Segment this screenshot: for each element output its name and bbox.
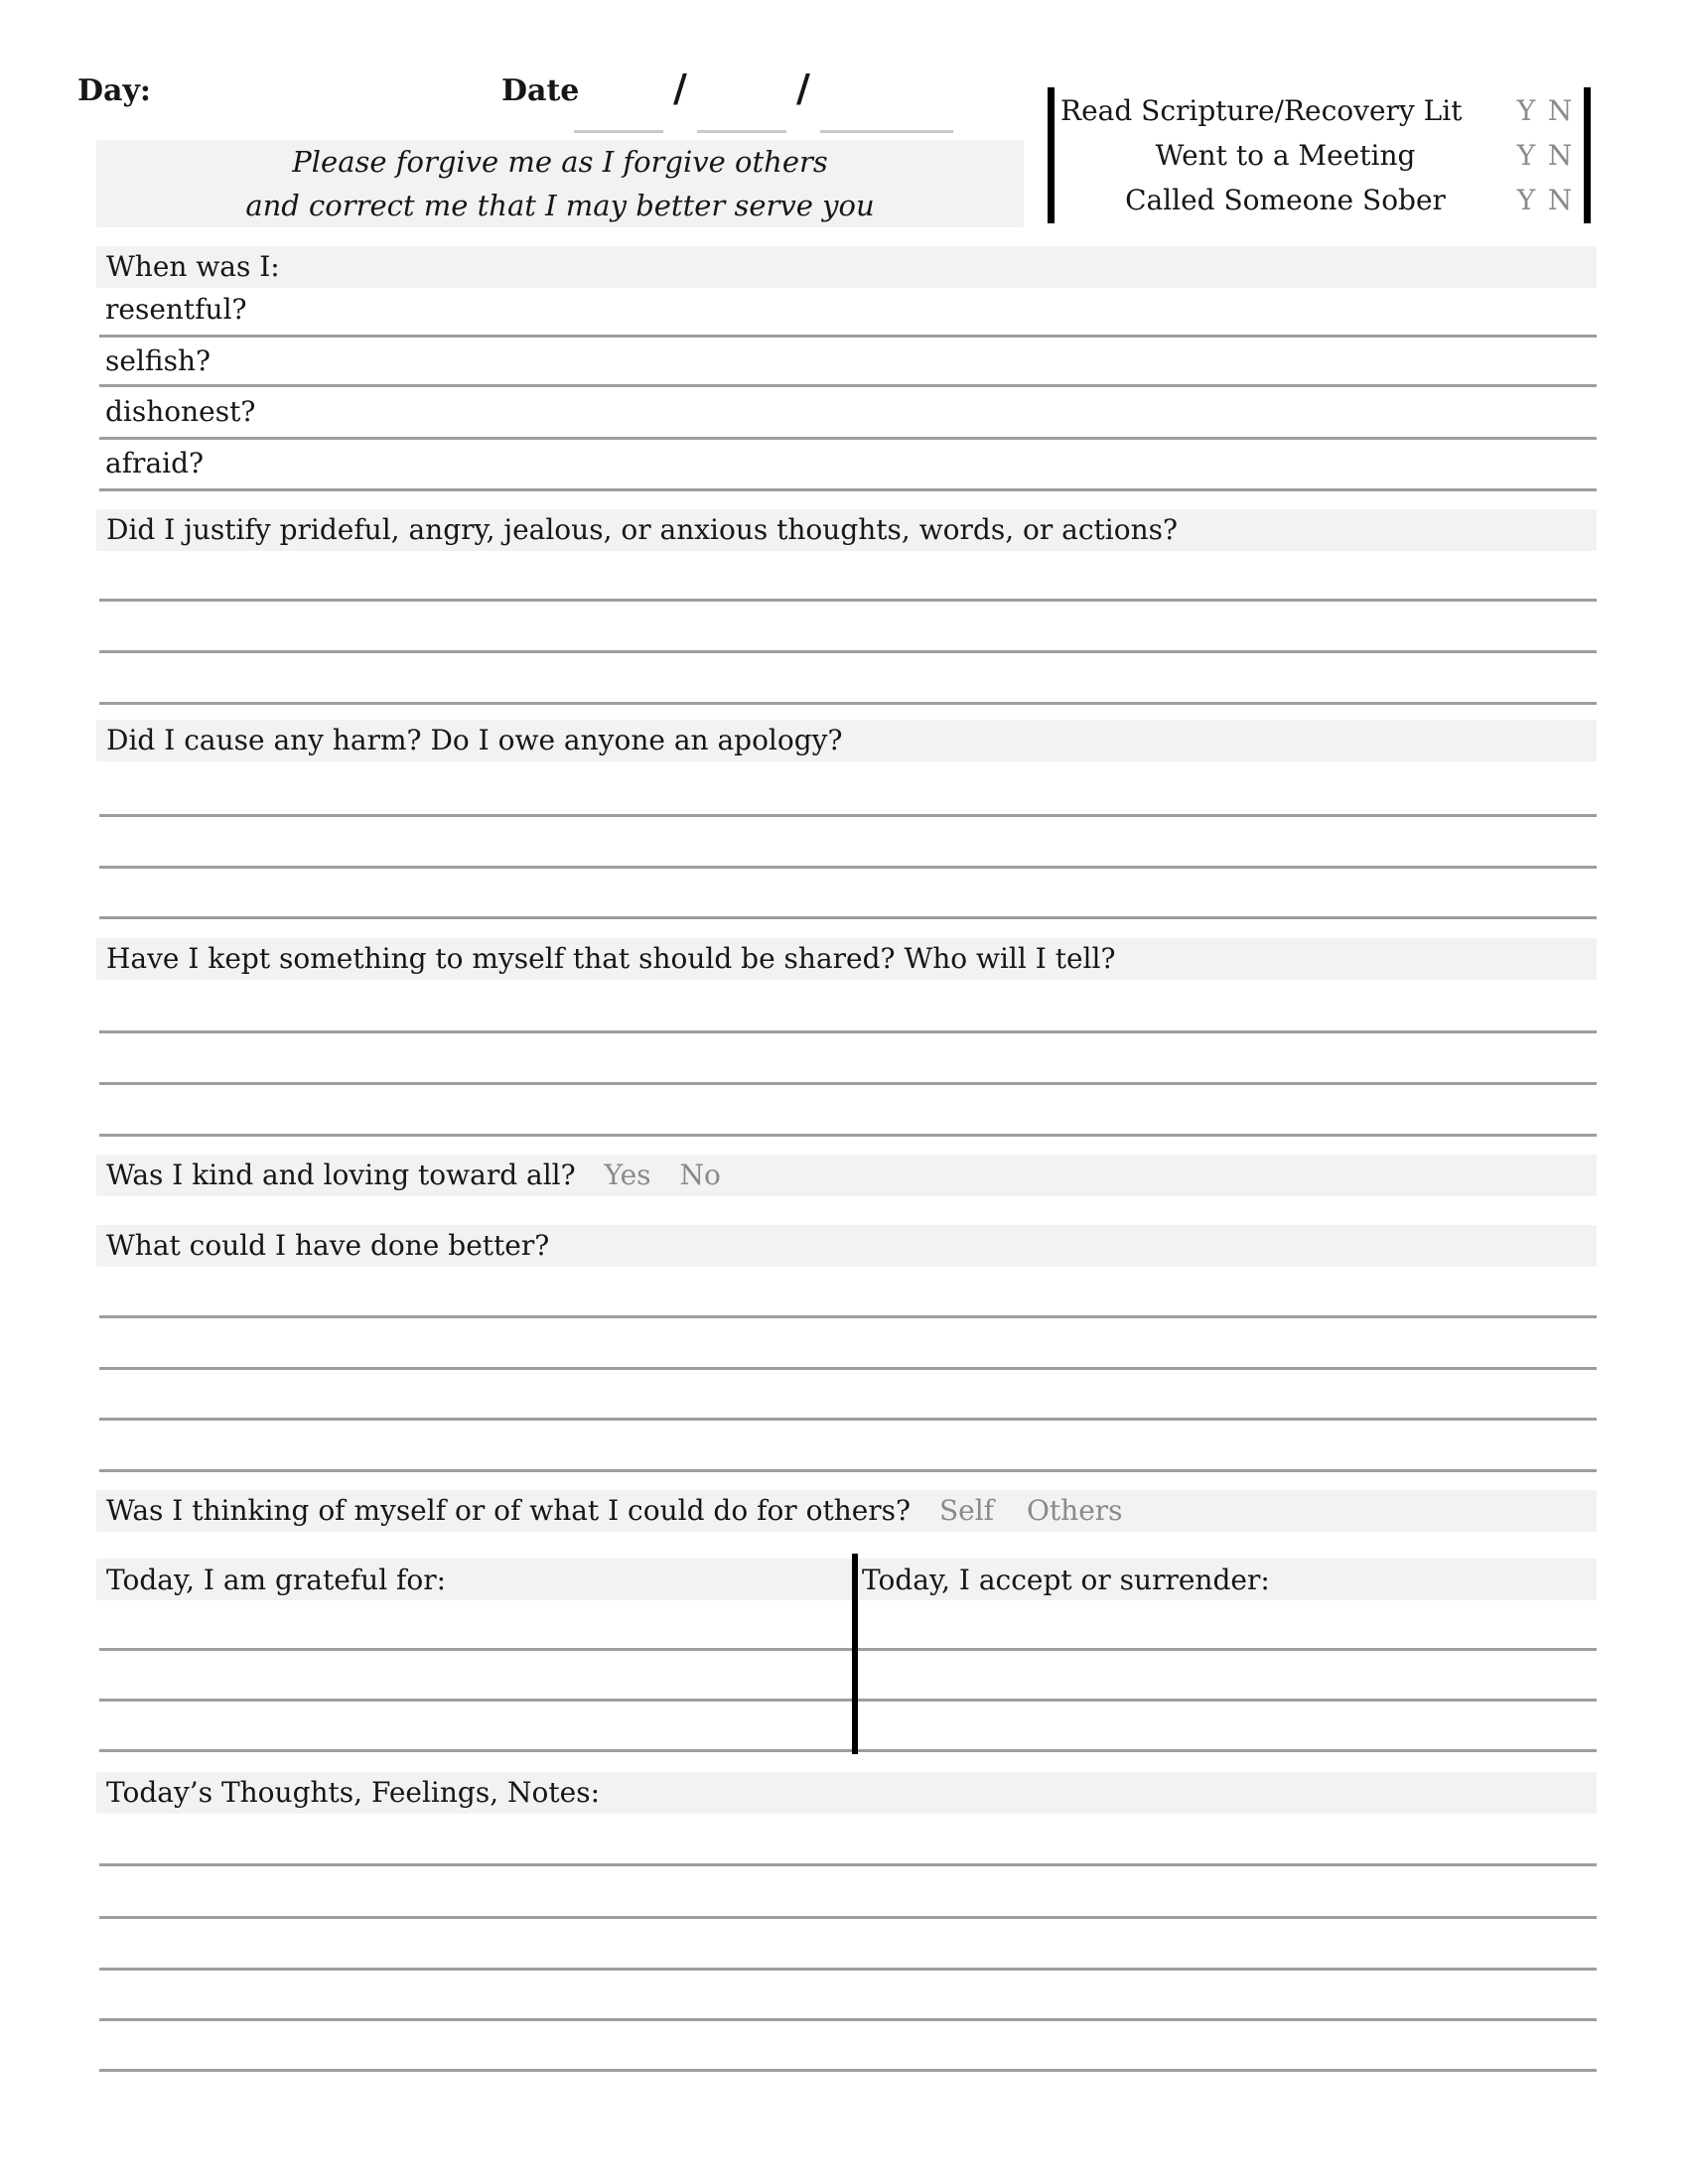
answer-line[interactable] [99,1134,1597,1137]
question-text: Was I thinking of myself or of what I could do for others? [106,1494,912,1527]
checklist-item-label: Read Scripture/Recovery Lit [1060,94,1463,127]
date-month-field[interactable] [574,130,663,133]
question-text: Have I kept something to myself that should be shared? Who will I tell? [106,942,1116,975]
answer-line[interactable] [99,1082,1597,1085]
inventory-item-label: selfish? [105,344,211,377]
section-header-justify [96,509,1597,551]
answer-line[interactable] [99,1418,1597,1421]
checklist-item-label: Called Someone Sober [1125,184,1446,216]
answer-line[interactable] [99,1030,1597,1033]
date-separator: / [796,66,810,110]
question-text: Did I cause any harm? Do I owe anyone an apology? [106,724,843,756]
section-title: When was I: [106,250,280,283]
answer-line[interactable] [99,814,1597,817]
answer-line[interactable] [99,384,1597,387]
no-option[interactable]: N [1547,184,1573,216]
checklist-row [1060,133,1578,178]
inventory-item-label: afraid? [105,447,205,479]
section-header-notes [96,1772,1597,1814]
answer-line[interactable] [99,1863,1597,1866]
answer-line[interactable] [99,1315,1597,1318]
answer-line[interactable] [99,702,1597,705]
daily-checklist [1048,87,1591,223]
yes-option[interactable]: Y [1516,94,1536,127]
section-header-kept-to-myself [96,938,1597,980]
section-header-thinking-of [96,1490,1597,1532]
question-text: Did I justify prideful, angry, jealous, or anxious thoughts, words, or actions? [106,513,1178,546]
date-label: Date [501,73,580,108]
prayer-line: Please forgive me as I forgive others [292,145,828,179]
yes-option[interactable]: Yes [604,1159,651,1191]
answer-line[interactable] [99,1916,1597,1919]
yes-option[interactable]: Y [1516,184,1536,216]
column-divider [852,1554,858,1754]
prayer-text [96,140,1024,227]
answer-line[interactable] [99,866,1597,869]
yes-option[interactable]: Y [1516,139,1536,172]
answer-line[interactable] [99,599,1597,602]
no-option[interactable]: N [1547,94,1573,127]
day-label: Day: [77,73,151,108]
surrender-column-label: Today, I accept or surrender: [862,1564,1270,1596]
inventory-item-label: resentful? [105,293,247,326]
section-header-when-was-i [96,246,1597,288]
answer-line[interactable] [99,335,1597,338]
section-title: Today’s Thoughts, Feelings, Notes: [106,1776,600,1809]
answer-line[interactable] [99,2069,1597,2072]
self-option[interactable]: Self [938,1494,995,1527]
date-day-field[interactable] [697,130,786,133]
checklist-row [1060,178,1578,222]
answer-line[interactable] [99,1699,1597,1702]
checklist-item-label: Went to a Meeting [1155,139,1416,172]
question-text: What could I have done better? [106,1229,550,1262]
section-header-done-better [96,1225,1597,1267]
answer-line[interactable] [99,437,1597,440]
answer-line[interactable] [99,1469,1597,1472]
answer-line[interactable] [99,1968,1597,1971]
others-option[interactable]: Others [1026,1494,1123,1527]
answer-line[interactable] [99,1367,1597,1370]
answer-line[interactable] [99,1648,1597,1651]
checklist-row [1060,88,1578,133]
answer-line[interactable] [99,916,1597,919]
gratitude-column-label: Today, I am grateful for: [106,1564,447,1596]
answer-line[interactable] [99,650,1597,653]
prayer-line: and correct me that I may better serve you [245,189,875,222]
question-text: Was I kind and loving toward all? [106,1159,576,1191]
answer-line[interactable] [99,2018,1597,2021]
answer-line[interactable] [99,488,1597,491]
answer-line[interactable] [99,1749,1597,1752]
date-year-field[interactable] [820,130,953,133]
no-option[interactable]: N [1547,139,1573,172]
section-header-harm [96,720,1597,761]
no-option[interactable]: No [679,1159,721,1191]
inventory-item-label: dishonest? [105,395,256,428]
section-header-kind-loving [96,1155,1597,1196]
date-separator: / [673,66,687,110]
